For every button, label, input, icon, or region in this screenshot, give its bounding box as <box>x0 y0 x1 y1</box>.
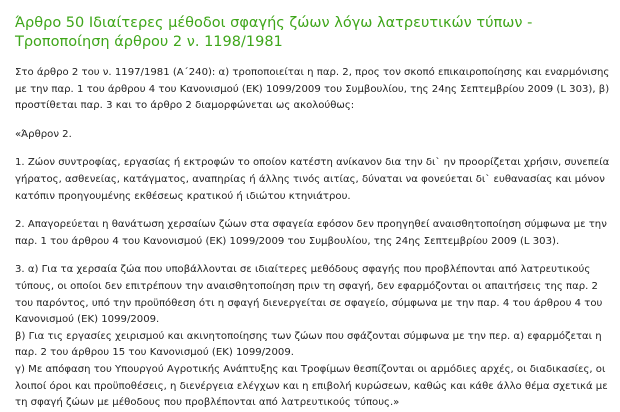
paragraph-3a: 3. α) Για τα χερσαία ζώα που υποβάλλονται σε ιδιαίτερες μεθόδους σφαγής που προβλέπονται από λατρευτικούς τύπους, οι οποίοι δεν επιτρέπουν την αναισθητοποίηση πριν τη σφαγή, δεν εφαρμόζονται οι απαιτήσεις της παρ. 2 του παρόντος, υπό την προϋπόθεση ότι η σφαγή διενεργείται σε σφαγείο, σύμφωνα με την παρ. 4 του άρθρου 4 του Κανονισμού (ΕΚ) 1099/2009. <box>15 264 603 326</box>
paragraph-3c: γ) Με απόφαση του Υπουργού Αγροτικής Ανάπτυξης και Τροφίμων θεσπίζονται οι αρμόδιες αρχές, οι διαδικασίες, οι λοιποί όροι και προϋποθέσεις, η διενέργεια ελέγχων και η επιβολή κυρώσεων, καθώς και κάθε άλλο θέμα σχετικά με τη σφαγή ζώων με μέθοδους που προβλέπονται από λατρευτικούς τύπους.» <box>15 363 608 409</box>
paragraph-3b: β) Για τις εργασίες χειρισμού και ακινητοποίησης των ζώων που σφάζονται σύμφωνα με την περ. α) εφαρμόζεται η παρ. 2 του άρθρου 15 του Κανονισμού (ΕΚ) 1099/2009. <box>15 330 602 359</box>
quoted-article-heading: «Άρθρον 2. <box>15 128 72 140</box>
paragraph-1: 1. Ζώον συντροφίας, εργασίας ή εκτροφών το οποίον κατέστη ανίκανον δια την δι` ην προορίζεται χρήσιν, συνεπεία γήρατος, ασθενείας, κατάγματος, αναπηρίας ή άλλης τινός αιτίας, δύναται να φονεύεται δι` ευθανασίας και μόνον κατόπιν προηγουμένης εκθέσεως κρατικού ή ιδιώτου κτηνιάτρου. <box>15 157 610 202</box>
article-title: Άρθρο 50 Ιδιαίτερες μέθοδοι σφαγής ζώων λόγω λατρευτικών τύπων - Τροποποίηση άρθρου 2 ν. 1198/1981 <box>15 15 533 50</box>
article-container <box>15 14 613 412</box>
article-intro: Στο άρθρο 2 του ν. 1197/1981 (Α΄240): α) τροποποιείται η παρ. 2, προς τον σκοπό επικαιροποίησης και εναρμόνισης με την παρ. 1 του άρθρου 4 του Κανονισμού (ΕΚ) 1099/2009 του Συμβουλίου, της 24ης Σεπτεμβρίου 2009 (L 303), β) προστίθεται παρ. 3 και το άρθρο 2 διαμορφώνεται ως ακολούθως: <box>15 67 610 112</box>
paragraph-2: 2. Απαγορεύεται η θανάτωση χερσαίων ζώων στα σφαγεία εφόσον δεν προηγηθεί αναισθητοποίηση σύμφωνα με την παρ. 1 του άρθρου 4 του Κανονισμού (ΕΚ) 1099/2009 του Συμβουλίου, της 24ης Σεπτεμβρίου 2009 (L 303). <box>15 219 607 247</box>
